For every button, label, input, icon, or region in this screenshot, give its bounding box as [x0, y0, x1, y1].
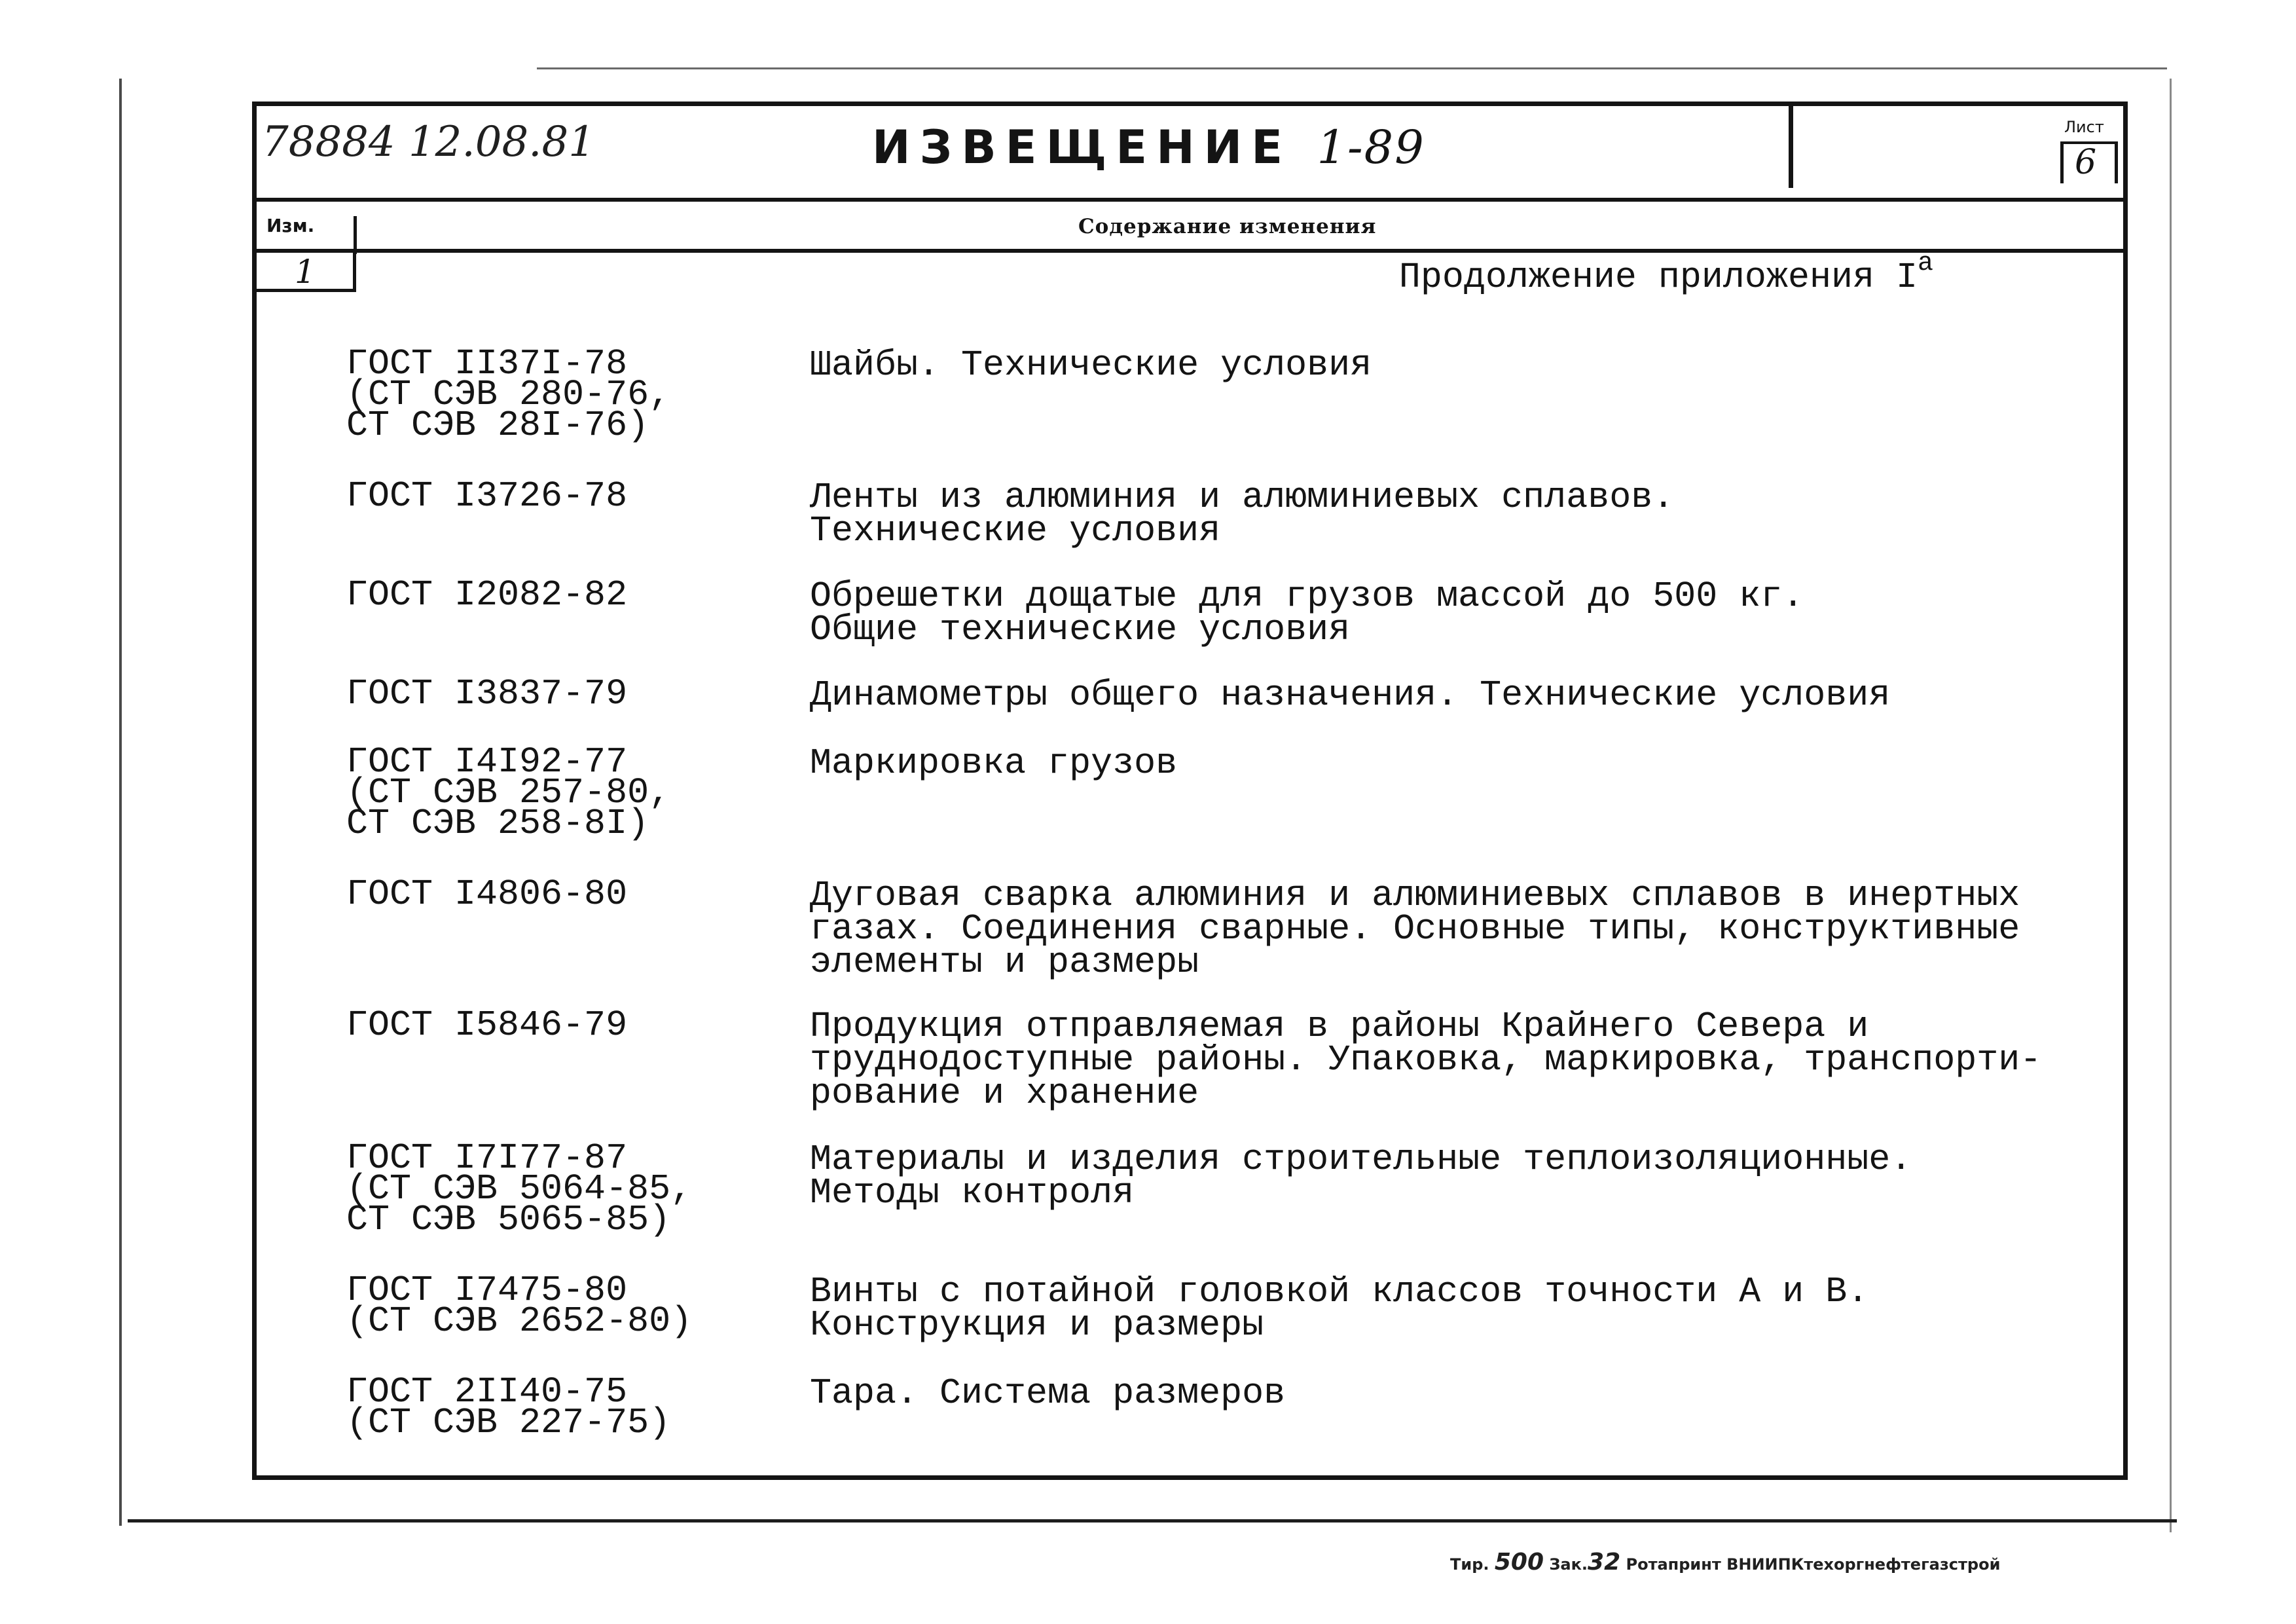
standard-code: ГОСТ I3726-78	[346, 475, 628, 517]
standard-title: Материалы и изделия строительные теплоизоляционные. Методы контроля	[810, 1139, 1912, 1213]
notice-number: 1-89	[1317, 120, 1425, 174]
standard-title: Ленты из алюминия и алюминиевых сплавов. Технические условия	[810, 477, 1675, 551]
standard-title: Дуговая сварка алюминия и алюминиевых сплавов в инертных газах. Соединения сварные. Основные типы, конструктивные элементы и размеры	[810, 875, 2020, 983]
sheet-number: 6	[2075, 143, 2097, 182]
sheet-box	[2060, 118, 2119, 187]
standard-code: ГОСТ I5846-79	[346, 1005, 628, 1046]
standard-code: ГОСТ I2082-82	[346, 574, 628, 616]
standard-title: Динамометры общего назначения. Технические условия	[810, 674, 1891, 716]
standard-code: ГОСТ I7I77-87 (СТ СЭВ 5064-85, СТ СЭВ 5065-85)	[346, 1137, 693, 1240]
section-title-text: Продолжение приложения I	[1398, 257, 1918, 298]
imprint-prefix: Тир.	[1450, 1555, 1489, 1574]
standard-code: ГОСТ II37I-78 (СТ СЭВ 280-76, СТ СЭВ 28I-76)	[346, 343, 671, 446]
standard-code: ГОСТ I4806-80	[346, 874, 628, 915]
column-header-row	[257, 202, 2123, 254]
imprint-order: 32	[1588, 1549, 1621, 1576]
change-number-cell	[257, 253, 356, 292]
standard-title: Тара. Система размеров	[810, 1373, 1286, 1414]
notice-header	[257, 106, 2123, 198]
printing-imprint	[1450, 1549, 2000, 1576]
left-margin-line	[119, 79, 122, 1526]
registration-note: 78884 12.08.81	[262, 118, 595, 166]
notice-title	[872, 120, 1425, 174]
content-column-label: Содержание изменения	[1078, 215, 1377, 238]
standard-title: Обрешетки дощатые для грузов массой до 500 кг. Общие технические условия	[810, 576, 1804, 650]
header-separator	[1789, 106, 1793, 188]
notice-title-text: ИЗВЕЩЕНИЕ	[872, 120, 1292, 174]
section-title	[1398, 249, 1933, 298]
top-edge-line	[537, 67, 2167, 69]
standard-code: ГОСТ 2II40-75 (СТ СЭВ 227-75)	[346, 1371, 671, 1443]
column-header-divider	[257, 249, 2123, 253]
standard-title: Продукция отправляемая в районы Крайнего Севера и труднодоступные районы. Упаковка, маркировка, транспорти- рование и хранение	[810, 1006, 2042, 1114]
bottom-margin-line	[128, 1519, 2177, 1522]
imprint-run: 500	[1494, 1549, 1544, 1576]
change-column-label: Изм.	[266, 215, 315, 236]
standard-title: Маркировка грузов	[810, 743, 1178, 784]
standard-code: ГОСТ I7475-80 (СТ СЭВ 2652-80)	[346, 1270, 693, 1342]
standard-code: ГОСТ I4I92-77 (СТ СЭВ 257-80, СТ СЭВ 258-8I)	[346, 741, 671, 844]
standard-title: Винты с потайной головкой классов точности А и В. Конструкция и размеры	[810, 1271, 1869, 1346]
right-margin-line	[2170, 79, 2172, 1532]
sheet-label: Лист	[2064, 118, 2104, 136]
standard-title: Шайбы. Технические условия	[810, 344, 1372, 386]
section-title-superscript: а	[1917, 249, 1933, 278]
imprint-printer: Ротапринт ВНИИПКтехоргнефтегазстрой	[1626, 1555, 2001, 1574]
change-number: 1	[295, 253, 316, 291]
document-frame	[252, 101, 2128, 1480]
standard-code: ГОСТ I3837-79	[346, 673, 628, 714]
imprint-order-prefix: Зак.	[1549, 1555, 1588, 1574]
